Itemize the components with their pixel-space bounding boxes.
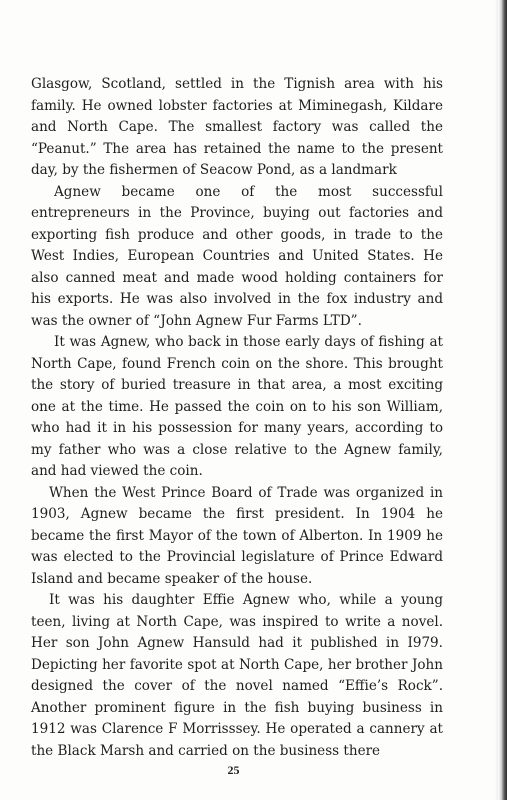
page-number: 25 — [227, 763, 240, 777]
paragraph-2: Agnew became one of the most successful entrepreneurs in the Province, buying out factories and exporting fish produce and other goods, in trade to the West Indies, European Countries and United States. He also canned meat and made wood holding containers for his exports. He was also involved in the fox industry and was the owner of “John Agnew Fur Farms LTD”. — [31, 183, 443, 329]
paragraph-3: It was Agnew, who back in those early days of fishing at North Cape, found French coin on the shore. This brought the story of buried treasure in that area, a most exciting one at the time. He passed the coin on to his son William, who had it in his possession for many years, according to my father who was a close relative to the Agnew family, and had viewed the coin. — [31, 334, 443, 479]
paragraph-5: It was his daughter Effie Agnew who, while a young teen, living at North Cape, was inspired to write a novel. Her son John Agnew Hansuld had it published in I979. Depicting her favorite spot at North Cape, her brother John designed the cover of the novel named “Effie’s Rock”. Another prominent figure in the fish buying business in 1912 was Clarence F Morrisssey. He operated a cannery at the Black Marsh and carried on the business there — [31, 592, 443, 759]
paragraph-1: Glasgow, Scotland, settled in the Tignish area with his family. He owned lobster factories at Miminegash, Kildare and North Cape. The smallest factory was called the “Peanut.” The area has retained the name to the present day, by the fishermen of Seacow Pond, as a landmark — [31, 76, 443, 178]
page-right-edge — [498, 0, 507, 800]
body-text — [31, 74, 443, 762]
paragraph-4: When the West Prince Board of Trade was organized in 1903, Agnew became the first president. In 1904 he became the first Mayor of the town of Alberton. In 1909 he was elected to the Provincial legislature of Prince Edward Island and became speaker of the house. — [31, 484, 443, 587]
